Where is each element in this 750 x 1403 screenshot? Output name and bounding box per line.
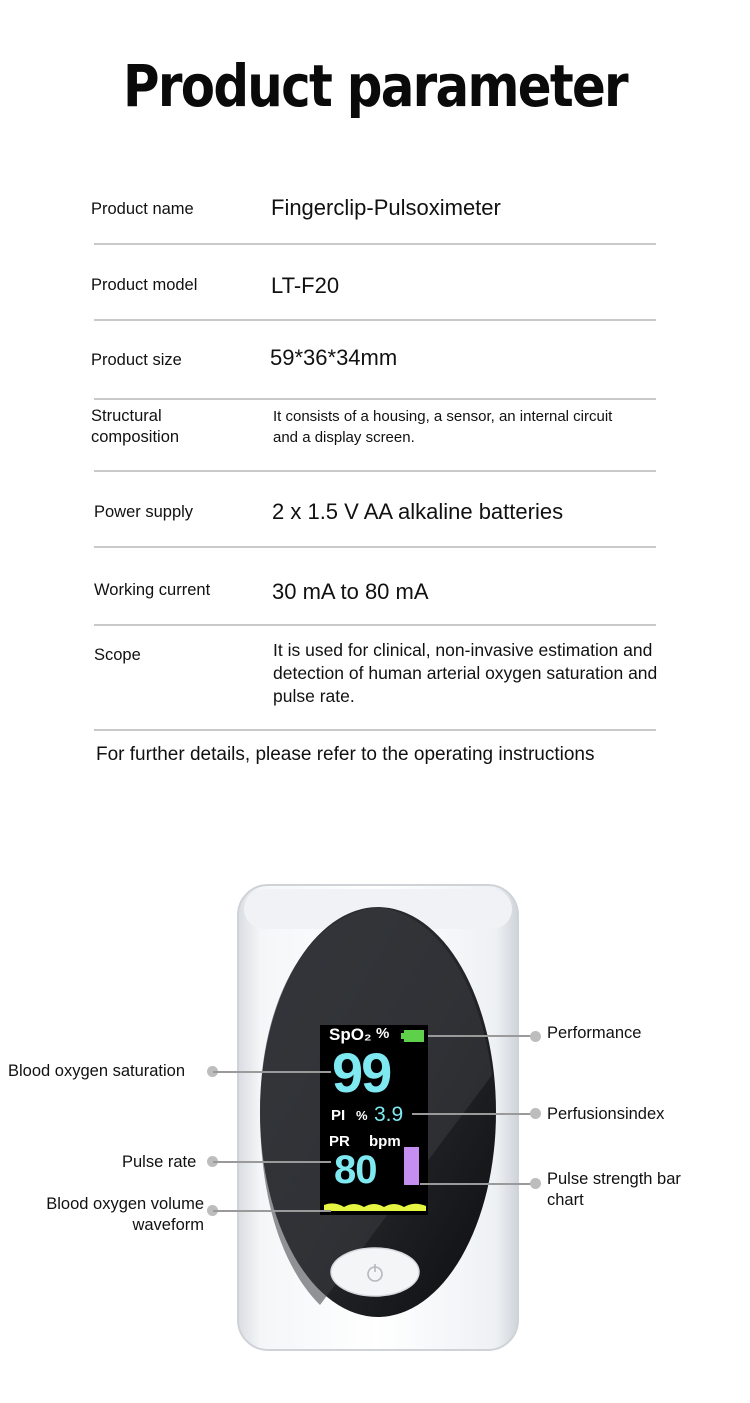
row-divider <box>94 319 656 321</box>
operating-instructions-note: For further details, please refer to the operating instructions <box>96 744 595 765</box>
callout-pulse-strength-bar-chart: Pulse strength bar chart <box>547 1170 681 1209</box>
pi-value: 3.9 <box>374 1103 404 1126</box>
param-value-product-size: 59*36*34mm <box>270 345 398 370</box>
param-label-scope: Scope <box>94 646 141 664</box>
row-divider <box>94 243 656 245</box>
spo2-label: SpO₂ <box>329 1025 372 1044</box>
row-divider <box>94 729 656 731</box>
param-label-product-size: Product size <box>91 351 182 369</box>
row-divider <box>94 470 656 472</box>
param-value-scope: It is used for clinical, non-invasive estimation and detection of human arterial oxygen saturation and pulse rate. <box>273 640 658 706</box>
spo2-percent-label: % <box>376 1025 390 1042</box>
callout-dot-pulse-strength <box>530 1178 541 1189</box>
param-label-product-name: Product name <box>91 200 194 218</box>
callout-line-pulse-rate <box>213 1161 331 1163</box>
param-value-power-supply: 2 x 1.5 V AA alkaline batteries <box>272 499 564 524</box>
callout-perfusion-index: Perfusionsindex <box>547 1105 665 1123</box>
pr-label: PR <box>329 1133 350 1150</box>
param-label-product-model: Product model <box>91 276 198 294</box>
callout-line-pulse-strength <box>420 1183 536 1185</box>
row-divider <box>94 398 656 400</box>
pr-value: 80 <box>334 1148 377 1192</box>
page-title: Product parameter <box>123 52 627 120</box>
callout-blood-oxygen-saturation: Blood oxygen saturation <box>8 1062 186 1080</box>
callout-dot-perfusion <box>530 1108 541 1119</box>
param-value-working-current: 30 mA to 80 mA <box>272 579 429 604</box>
param-label-structural-composition: Structural composition <box>91 407 180 446</box>
param-value-product-model: LT-F20 <box>271 273 340 298</box>
callout-line-performance <box>428 1035 536 1037</box>
callout-line-perfusion <box>412 1113 536 1115</box>
param-value-product-name: Fingerclip-Pulsoximeter <box>271 195 501 220</box>
pi-percent-label: % <box>356 1108 368 1123</box>
callout-line-spo2 <box>213 1071 331 1073</box>
pulse-strength-bar <box>404 1147 419 1185</box>
callout-line-waveform <box>213 1210 331 1212</box>
param-label-working-current: Working current <box>94 581 211 599</box>
pi-label: PI <box>331 1107 346 1124</box>
param-value-structural-composition: It consists of a housing, a sensor, an internal circuit and a display screen. <box>273 408 613 446</box>
callout-pulse-rate: Pulse rate <box>122 1153 197 1171</box>
callout-dot-performance <box>530 1031 541 1042</box>
callout-blood-oxygen-volume-waveform: Blood oxygen volume waveform <box>46 1195 204 1234</box>
row-divider <box>94 624 656 626</box>
param-label-power-supply: Power supply <box>94 503 194 521</box>
battery-icon <box>404 1030 424 1042</box>
callout-performance: Performance <box>547 1024 642 1042</box>
bpm-label: bpm <box>369 1133 401 1150</box>
row-divider <box>94 546 656 548</box>
spo2-value: 99 <box>332 1041 391 1104</box>
